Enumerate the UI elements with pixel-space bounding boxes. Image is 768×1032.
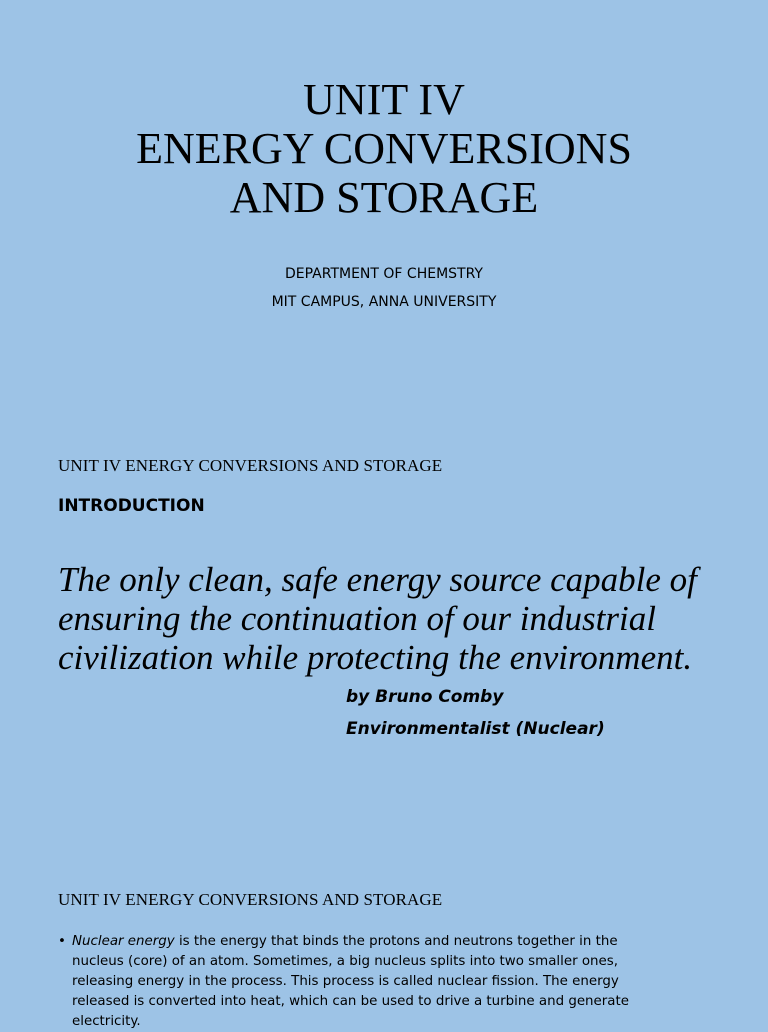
quote-line: ensuring the continuation of our industrial — [58, 599, 656, 638]
title-line: AND STORAGE — [229, 173, 539, 222]
quote-attribution — [346, 681, 605, 745]
bullet-term: Nuclear energy — [72, 934, 175, 949]
bullet-line: releasing energy in the process. This process is called nuclear fission. The energy — [72, 974, 619, 989]
title-slide — [0, 0, 768, 400]
author-line: by Bruno Comby — [346, 687, 504, 707]
slide-subtitle — [0, 260, 768, 316]
slide-title — [0, 75, 768, 222]
bullet-line-text: is the energy that binds the protons and neutrons together in the — [174, 934, 618, 949]
nuclear-energy-slide — [0, 850, 768, 1029]
title-line: ENERGY CONVERSIONS — [136, 124, 632, 173]
bullet-line: electricity. — [72, 1014, 141, 1029]
bullet-icon: • — [58, 934, 66, 949]
quote-line: The only clean, safe energy source capable of — [58, 560, 697, 599]
bullet-list — [58, 932, 698, 1032]
department-line: DEPARTMENT OF CHEMSTRY — [285, 266, 483, 282]
section-heading: INTRODUCTION — [58, 496, 205, 516]
title-line: UNIT IV — [303, 75, 465, 124]
bullet-line — [72, 932, 698, 952]
slide-header: UNIT IV ENERGY CONVERSIONS AND STORAGE — [58, 456, 443, 475]
slide-header: UNIT IV ENERGY CONVERSIONS AND STORAGE — [58, 890, 443, 909]
author-role-line: Environmentalist (Nuclear) — [346, 719, 605, 739]
introduction-slide — [0, 400, 768, 850]
bullet-line: nucleus (core) of an atom. Sometimes, a big nucleus splits into two smaller ones, — [72, 954, 618, 969]
quote — [58, 560, 758, 677]
bullet-line: released is converted into heat, which can be used to drive a turbine and generate — [72, 994, 629, 1009]
bullet-item — [72, 932, 698, 1032]
quote-line: civilization while protecting the environment. — [58, 638, 693, 677]
campus-line: MIT CAMPUS, ANNA UNIVERSITY — [271, 294, 497, 310]
